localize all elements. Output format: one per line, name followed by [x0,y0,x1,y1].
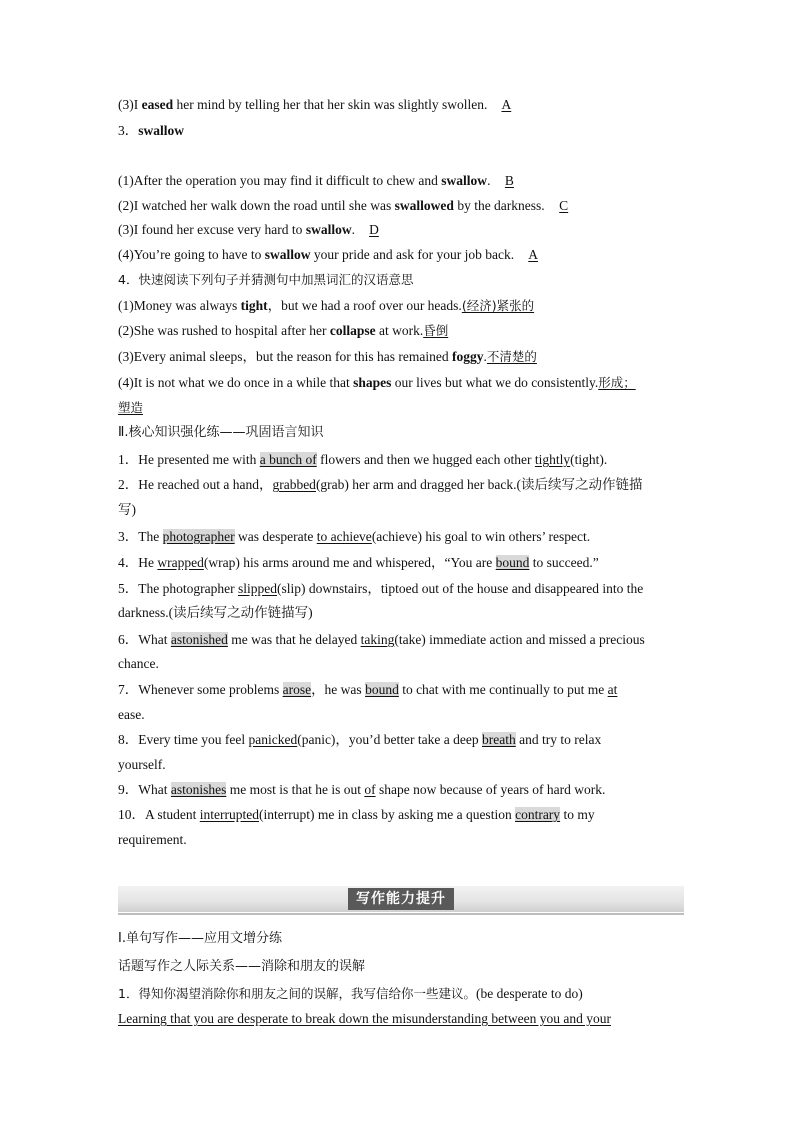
section-heading: Ⅱ.核心知识强化练——巩固语言知识 [118,425,324,440]
topic-heading: 话题写作之人际关系——消除和朋友的误解 [118,959,366,974]
answer: 形成； [598,375,636,390]
highlighted-word: contrary [515,807,561,822]
instruction: 4．快速阅读下列句子并猜测句中加黑词汇的汉语意思 [118,272,414,287]
highlighted-word: photographer [162,529,235,544]
highlighted-word: breath [482,732,516,747]
exercise-line: (4)It is not what we do once in a while that shapes our lives but what we do consistently.形成； [118,375,636,390]
answer: to achieve [316,529,372,544]
exercise-line: 7．Whenever some problems arose，he was bound to chat with me continually to put me at [118,682,618,697]
exercise-line: 写) [118,502,136,517]
highlighted-word: arose [282,682,312,697]
exercise-line: 6．What astonished me was that he delayed taking(take) immediate action and missed a precious [118,632,645,647]
subsection-heading: Ⅰ.单句写作——应用文增分练 [118,931,282,946]
answer: (经济)紧张的 [461,298,535,313]
word-heading: 3．swallow [118,123,185,138]
highlighted-word: astonishes [170,782,227,797]
exercise-line: ease. [118,707,145,722]
answer: grabbed [272,477,316,492]
exercise-line: (3)Every animal sleeps，but the reason for this has remained foggy.不清楚的 [118,349,537,364]
exercise-line: 9．What astonishes me most is that he is out of shape now because of years of hard work. [118,782,606,797]
exercise-line: 4．He wrapped(wrap) his arms around me and whispered，“You are bound to succeed.” [118,555,599,570]
exercise-line: requirement. [118,832,187,847]
answer: wrapped [157,555,204,570]
answer: slipped [237,581,277,596]
answer: panicked [248,732,298,747]
exercise-line: 3．The photographer was desperate to achieve(achieve) his goal to win others’ respect. [118,529,591,544]
exercise-line: 10．A student interrupted(interrupt) me in class by asking me a question contrary to my [118,807,595,822]
answer: taking [360,632,395,647]
answer: D [369,222,379,237]
exercise-line: (3)I eased her mind by telling her that her skin was slightly swollen. A [118,96,684,114]
answer: A [501,97,512,112]
highlighted-word: a bunch of [259,452,317,467]
answer: interrupted [199,807,259,822]
answer: tightly [534,452,571,467]
highlighted-word: bound [495,555,530,570]
answer: 不清楚的 [486,349,537,364]
answer: A [528,247,538,262]
answer: B [504,173,514,188]
answer: 昏倒 [423,323,449,338]
answer: of [364,782,376,797]
exercise-line: chance. [118,656,159,671]
exercise-line: (2)She was rushed to hospital after her collapse at work.昏倒 [118,323,449,338]
exercise-line: (2)I watched her walk down the road until she was swallowed by the darkness. C [118,197,684,215]
exercise-line [118,399,684,417]
exercise-line: (4)You’re going to have to swallow your pride and ask for your job back. A [118,246,684,264]
section-banner [118,886,684,912]
exercise-line: 2．He reached out a hand，grabbed(grab) her arm and dragged her back.(读后续写之动作链描 [118,477,643,492]
exercise-line: darkness.(读后续写之动作链描写) [118,605,313,620]
answer: at [607,682,618,697]
exercise-line: 8．Every time you feel panicked(panic)，you’d better take a deep breath and try to relax [118,732,602,747]
exercise-line: 1．He presented me with a bunch of flowers and then we hugged each other tightly(tight). [118,452,608,467]
writing-answer: Learning that you are desperate to break down the misunderstanding between you and your [118,1011,611,1026]
exercise-line: (1)After the operation you may find it difficult to chew and swallow. B [118,172,684,190]
section-title: 写作能力提升 [348,888,454,910]
exercise-line: (3)I found her excuse very hard to swallow. D [118,221,684,239]
writing-prompt: 1．得知你渴望消除你和朋友之间的误解，我写信给你一些建议。(be desperate to do) [118,986,583,1001]
highlighted-word: bound [365,682,399,697]
highlighted-word: astonished [170,632,228,647]
answer: C [559,198,569,213]
exercise-line: 5．The photographer slipped(slip) downstairs，tiptoed out of the house and disappeared into the [118,581,644,596]
exercise-line: yourself. [118,757,166,772]
answer: 塑造 [118,400,144,415]
exercise-line: (1)Money was always tight，but we had a roof over our heads.(经济)紧张的 [118,298,535,313]
